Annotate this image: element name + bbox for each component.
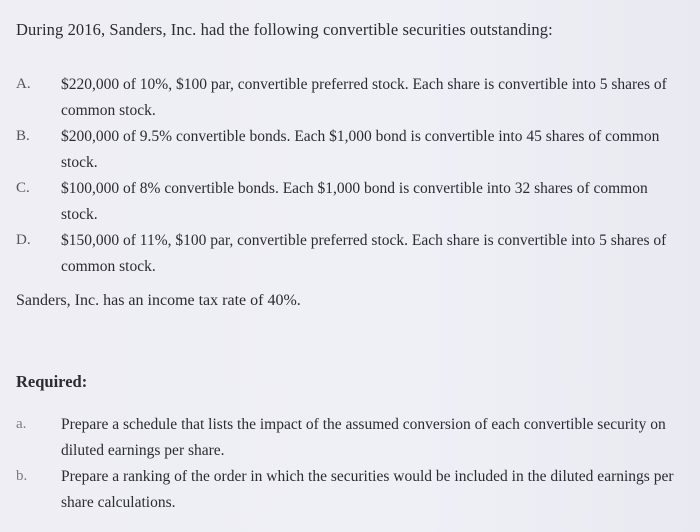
tax-note: Sanders, Inc. has an income tax rate of 40%. bbox=[16, 292, 301, 309]
intro-text: During 2016, Sanders, Inc. had the following convertible securities outstanding: bbox=[16, 20, 553, 39]
requirement-text: Prepare a ranking of the order in which the securities would be included in the diluted earnings per share calculations. bbox=[61, 468, 674, 511]
requirement-marker: b. bbox=[16, 468, 28, 484]
security-text: $100,000 of 8% convertible bonds. Each $1,000 bond is convertible into 32 shares of common stock. bbox=[61, 180, 648, 223]
required-heading: Required: bbox=[16, 372, 88, 391]
requirement-text: Prepare a schedule that lists the impact of the assumed conversion of each convertible security on diluted earnings per share. bbox=[61, 416, 666, 459]
security-marker: D. bbox=[16, 232, 31, 248]
requirement-marker: a. bbox=[16, 416, 27, 432]
security-marker: A. bbox=[16, 76, 31, 92]
security-marker: B. bbox=[16, 128, 30, 144]
security-text: $150,000 of 11%, $100 par, convertible preferred stock. Each share is convertible into 5 shares of common stock. bbox=[61, 232, 667, 275]
security-text: $220,000 of 10%, $100 par, convertible preferred stock. Each share is convertible into 5 shares of common stock. bbox=[61, 76, 667, 119]
security-marker: C. bbox=[16, 180, 30, 196]
security-text: $200,000 of 9.5% convertible bonds. Each $1,000 bond is convertible into 45 shares of common stock. bbox=[61, 128, 660, 171]
